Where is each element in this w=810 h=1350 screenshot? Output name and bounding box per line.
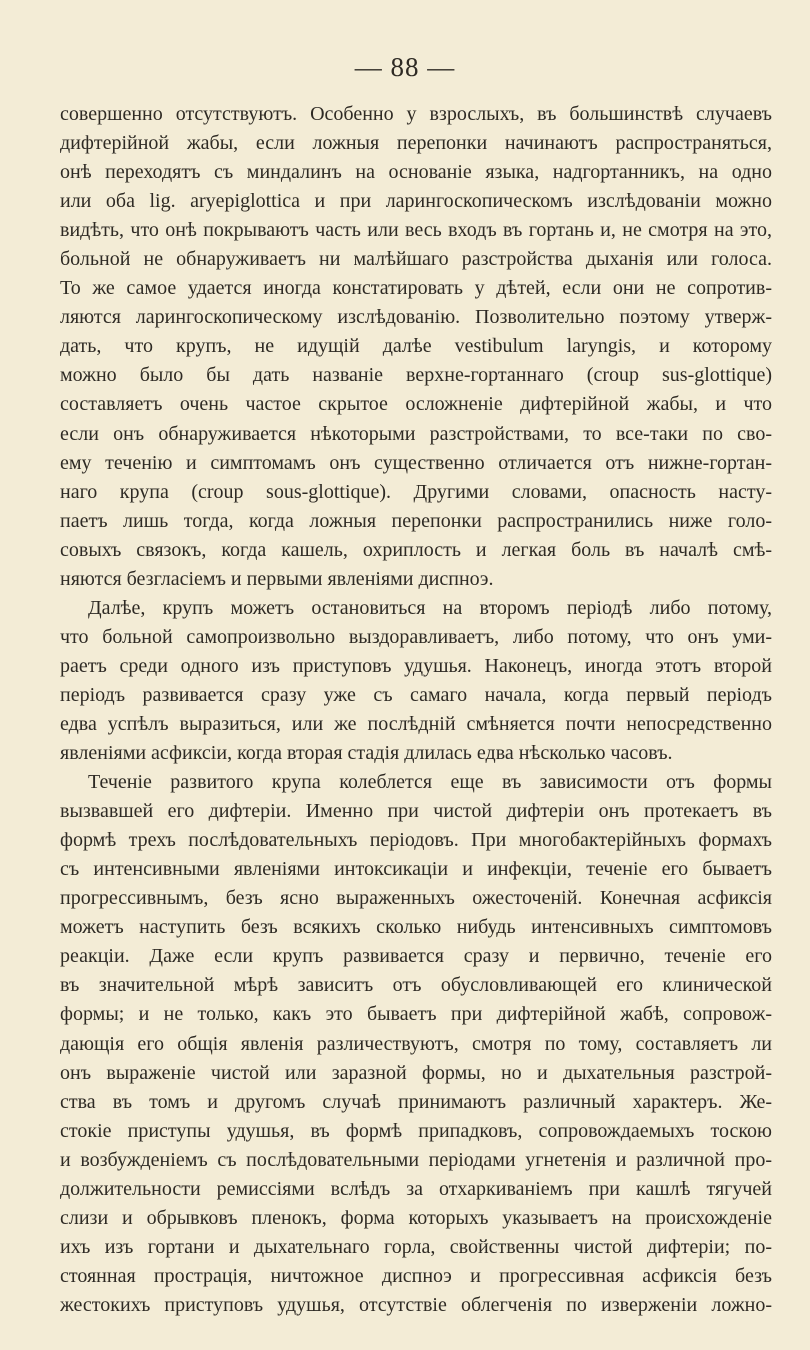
text-line: совершенно отсутствуютъ. Особенно у взрослыхъ, въ большинствѣ случаевъ	[60, 103, 772, 125]
text-line: если онъ обнаруживается нѣкоторыми разстройствами, то все-таки по сво-	[60, 422, 772, 445]
text-line: дифтерійной жабы, если ложныя перепонки начинаютъ распространяться,	[60, 132, 772, 155]
text-line: слизи и обрывковъ пленокъ, форма которыхъ указываетъ на происхожденіе	[60, 1206, 772, 1229]
text-line: онъ выраженіе чистой или заразной формы, но и дыхательныя разстрой-	[60, 1061, 772, 1084]
text-line: вызвавшей его дифтеріи. Именно при чистой дифтеріи онъ протекаетъ въ	[60, 800, 772, 823]
text-line: жестокихъ приступовъ удушья, отсутствіе облегченія по изверженіи ложно-	[60, 1293, 772, 1316]
text-line: формѣ трехъ послѣдовательныхъ періодовъ. При многобактерійныхъ формахъ	[60, 829, 772, 852]
text-line: стокіе приступы удушья, въ формѣ припадковъ, сопровождаемыхъ тоскою	[60, 1119, 772, 1142]
text-line: реакціи. Даже если крупъ развивается сразу и первично, теченіе его	[60, 945, 772, 968]
text-line: должительности ремиссіями вслѣдъ за отхаркиваніемъ при кашлѣ тягучей	[60, 1177, 772, 1200]
text-line: дать, что крупъ, не идущій далѣе vestibulum laryngis, и которому	[60, 335, 772, 358]
text-line: То же самое удается иногда констатировать у дѣтей, если они не сопротив-	[60, 277, 772, 300]
text-line: раетъ среди одного изъ приступовъ удушья. Наконецъ, иногда этотъ второй	[60, 654, 772, 677]
text-line: что больной самопроизвольно выздоравливаетъ, либо потому, что онъ уми-	[60, 625, 772, 648]
text-line: или оба lig. aryepiglottica и при ларингоскопическомъ изслѣдованіи можно	[60, 190, 772, 213]
text-line: паетъ лишь тогда, когда ложныя перепонки распространились ниже голо-	[60, 509, 772, 532]
text-line: съ интенсивными явленіями интоксикаціи и инфекціи, теченіе его бываетъ	[60, 858, 772, 881]
text-line: Теченіе развитого крупа колеблется еще въ зависимости отъ формы	[88, 771, 772, 794]
text-line: совыхъ связокъ, когда кашель, охриплость и легкая боль въ началѣ смѣ-	[60, 538, 772, 561]
text-line: въ значительной мѣрѣ зависитъ отъ обусловливающей его клинической	[60, 974, 772, 997]
text-line: и возбужденіемъ съ послѣдовательными періодами угнетенія и различной про-	[60, 1148, 772, 1171]
text-line: дающія его общія явленія различествуютъ, смотря по тому, составляетъ ли	[60, 1032, 772, 1055]
text-line: формы; и не только, какъ это бываетъ при дифтерійной жабѣ, сопровож-	[60, 1003, 772, 1026]
text-line: няются безгласіемъ и первыми явленіями диспноэ.	[60, 567, 494, 590]
text-line: составляетъ очень частое скрытое осложненіе дифтерійной жабы, и что	[60, 393, 772, 416]
text-line: Далѣе, крупъ можетъ остановиться на второмъ періодѣ либо потому,	[88, 596, 772, 619]
text-line: можетъ наступить безъ всякихъ сколько нибудь интенсивныхъ симптомовъ	[60, 916, 772, 939]
body-text	[60, 100, 772, 1320]
text-line: видѣть, что онѣ покрываютъ часть или весь входъ въ гортань и, не смотря на это,	[60, 219, 772, 242]
text-line: періодъ развивается сразу уже съ самаго начала, когда первый періодъ	[60, 683, 772, 706]
page-number: — 88 —	[354, 52, 456, 82]
text-line: ихъ изъ гортани и дыхательнаго горла, свойственны чистой дифтеріи; по-	[60, 1235, 772, 1258]
text-line: стоянная прострація, ничтожное диспноэ и прогрессивная асфиксія безъ	[60, 1264, 772, 1287]
text-line: явленіями асфиксіи, когда вторая стадія длилась едва нѣсколько часовъ.	[60, 742, 673, 765]
text-line: можно было бы дать названіе верхне-гортаннаго (croup sus-glottique)	[60, 364, 772, 387]
text-line: ему теченію и симптомамъ онъ существенно отличается отъ нижне-гортан-	[60, 451, 772, 474]
text-line: онѣ переходятъ съ миндалинъ на основаніе языка, надгортанникъ, на одно	[60, 161, 772, 184]
text-line: прогрессивнымъ, безъ ясно выраженныхъ ожесточеній. Конечная асфиксія	[60, 887, 772, 910]
text-line: ства въ томъ и другомъ случаѣ принимаютъ различный характеръ. Же-	[60, 1090, 772, 1113]
text-line: едва успѣлъ выразиться, или же послѣдній смѣняется почти непосредственно	[60, 712, 772, 735]
text-line: ляются ларингоскопическому изслѣдованію. Позволительно поэтому утверж-	[60, 306, 772, 329]
text-line: наго крупа (croup sous-glottique). Другими словами, опасность насту-	[60, 480, 772, 503]
text-line: больной не обнаруживаетъ ни малѣйшаго разстройства дыханія или голоса.	[60, 248, 772, 271]
